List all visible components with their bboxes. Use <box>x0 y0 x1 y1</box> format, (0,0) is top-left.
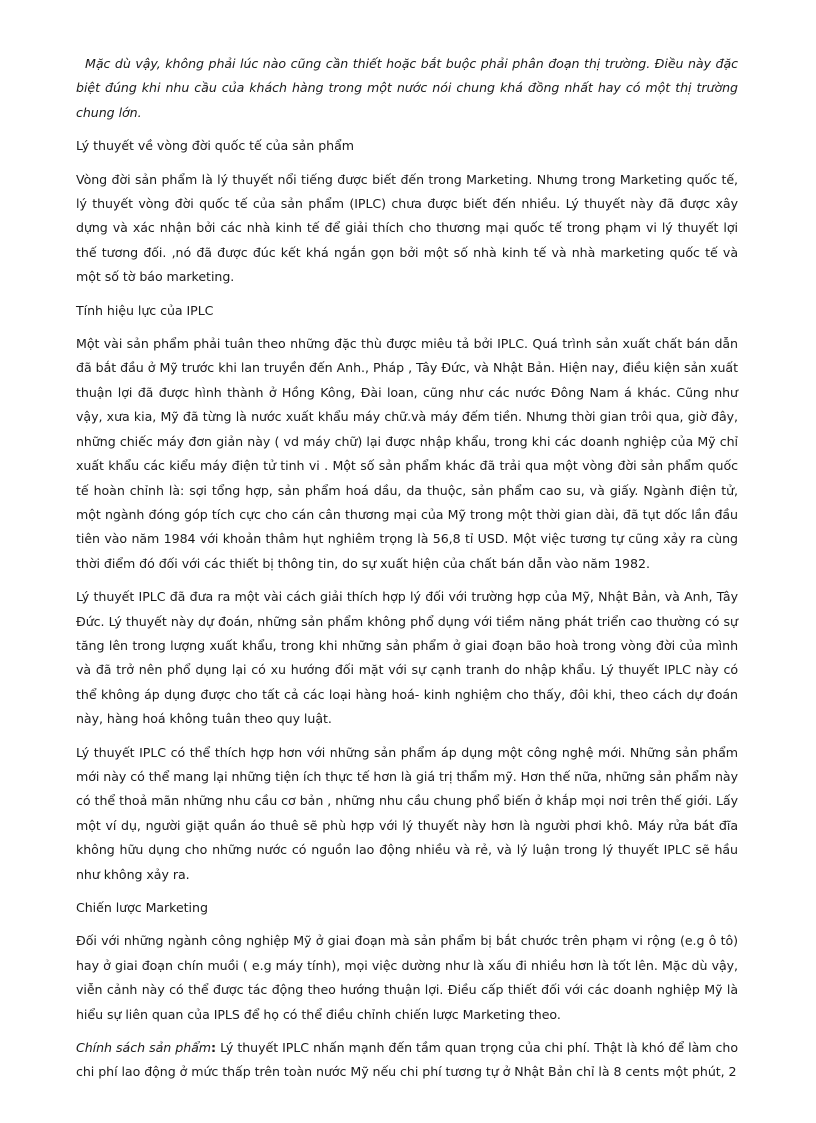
intro-text: Mặc dù vậy, không phải lúc nào cũng cần thiết hoặc bắt buộc phải phân đoạn thị trường. Điều này đặc biệt đúng khi nhu cầu của khách hàng trong một nước nói chung khá đồng nhất hay có một thị trường chung lớn. <box>76 56 738 120</box>
intro-paragraph <box>76 52 738 125</box>
product-policy-body: Lý thuyết IPLC nhấn mạnh đến tầm quan trọng của chi phí. Thật là khó để làm cho chi phí lao động ở mức thấp trên toàn nước Mỹ nếu chi phí tương tự ở Nhật Bản chỉ là 8 cents một phút, 2 <box>76 1040 738 1080</box>
product-policy-label: Chính sách sản phẩm <box>76 1040 212 1056</box>
heading-iplc-theory: Lý thuyết về vòng đời quốc tế của sản phẩm <box>76 138 354 154</box>
heading-marketing-strategy: Chiến lược Marketing <box>76 900 208 915</box>
product-policy-colon: : <box>211 1040 217 1056</box>
paragraph-us-industries: Đối với những ngành công nghiệp Mỹ ở giai đoạn mà sản phẩm bị bắt chước trên phạm vi rộng (e.g ô tô) hay ở giai đoạn chín muồi ( e.g máy tính), mọi việc dường như là xấu đi nhiều hơn là tốt lên. Mặc dù vậy, viễn cảnh này có thể được tác động theo hướng thuận lợi. Điều cấp thiết đối với các doanh nghiệp Mỹ là hiểu sự liên quan của IPLS để họ có thể điều chỉnh chiến lược Marketing theo. <box>76 933 738 1022</box>
paragraph-product-lifecycle: Vòng đời sản phẩm là lý thuyết nổi tiếng được biết đến trong Marketing. Nhưng trong Marketing quốc tế, lý thuyết vòng đời quốc tế của sản phẩm (IPLC) chưa được biết đến nhiều. Lý thuyết này đã được xây dựng và xác nhận bởi các nhà kinh tế để giải thích cho thương mại quốc tế trong phạm vi lý thuyết lợi thế tương đối. ,nó đã được đúc kết khá ngắn gọn bởi một số nhà kinh tế và nhà marketing quốc tế và một số tờ báo marketing. <box>76 171 738 285</box>
document-page <box>76 52 738 1094</box>
paragraph-iplc-examples: Một vài sản phẩm phải tuân theo những đặc thù được miêu tả bởi IPLC. Quá trình sản xuất chất bán dẫn đã bắt đầu ở Mỹ trước khi lan truyền đến Anh., Pháp , Tây Đức, và Nhật Bản. Hiện nay, điều kiện sản xuất thuận lợi đã được hình thành ở Hồng Kông, Đài loan, cũng như các nước Đông Nam á khác. Cũng như vậy, xưa kia, Mỹ đã từng là nước xuất khẩu máy chữ.và máy đếm tiền. Nhưng thời gian trôi qua, giờ đây, những chiếc máy đơn giản này ( vd máy chữ) lại được nhập khẩu, trong khi các doanh nghiệp của Mỹ chỉ xuất khẩu các kiểu máy điện tử tinh vi . Một số sản phẩm khác đã trải qua một vòng đời sản phẩm quốc tế hoàn chỉnh là: sợi tổng hợp, sản phẩm hoá dầu, da thuộc, sản phẩm cao su, và giấy. Ngành điện tử, một ngành đóng góp tích cực cho cán cân thương mại của Mỹ trong một thời gian dài, đã tụt dốc lần đầu tiên vào năm 1984 với khoản thâm hụt nghiêm trọng là 56,8 tỉ USD. Một việc tương tự cũng xảy ra cùng thời điểm đó đối với các thiết bị thông tin, do sự xuất hiện của chất bán dẫn vào năm 1982. <box>76 336 738 571</box>
paragraph-iplc-new-technology: Lý thuyết IPLC có thể thích hợp hơn với những sản phẩm áp dụng một công nghệ mới. Những sản phẩm mới này có thể mang lại những tiện ích thực tế hơn là giá trị thẩm mỹ. Hơn thế nữa, những sản phẩm này có thể thoả mãn những nhu cầu cơ bản , những nhu cầu chung phổ biến ở khắp mọi nơi trên thế giới. Lấy một ví dụ, người giặt quần áo thuê sẽ phù hợp với lý thuyết này hơn là người phơi khô. Máy rửa bát đĩa không hữu dụng cho những nước có nguồn lao động nhiều và rẻ, và lý luận trong lý thuyết IPLC sẽ hầu như không xảy ra. <box>76 744 738 882</box>
paragraph-product-policy <box>76 1036 738 1085</box>
product-policy-lead <box>76 1040 216 1055</box>
heading-iplc-validity: Tính hiệu lực của IPLC <box>76 302 214 318</box>
paragraph-iplc-explanation: Lý thuyết IPLC đã đưa ra một vài cách giải thích hợp lý đối với trường hợp của Mỹ, Nhật Bản, và Anh, Tây Đức. Lý thuyết này dự đoán, những sản phẩm không phổ dụng với tiềm năng phát triển cao thường có sự tăng lên trong lượng xuất khẩu, trong khi những sản phẩm ở giai đoạn bão hoà trong vòng đời của mình và đã trở nên phổ dụng lại có xu hướng đối mặt với sự cạnh tranh do nhập khẩu. Lý thuyết IPLC này có thể không áp dụng được cho tất cả các loại hàng hoá- kinh nghiệm cho thấy, đôi khi, theo cách dự đoán này, hàng hoá không tuân theo quy luật. <box>76 589 738 727</box>
